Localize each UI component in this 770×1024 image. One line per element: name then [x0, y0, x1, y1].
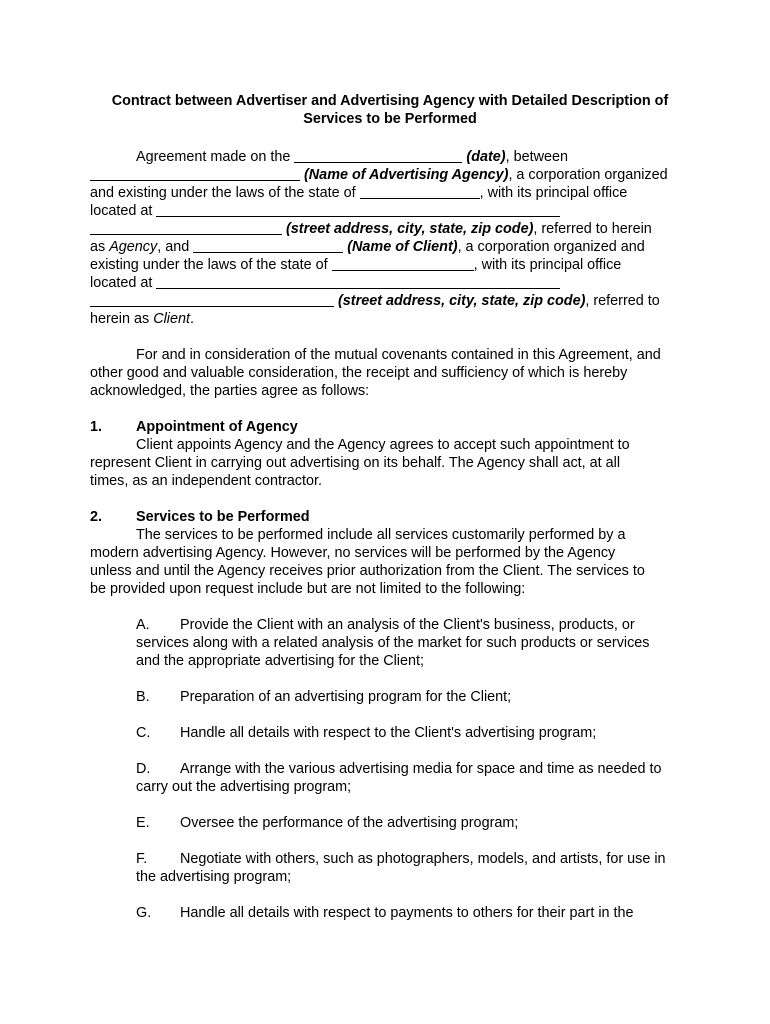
section-1-line-2: represent Client in carrying out advertising on its behalf. The Agency shall act, at all [90, 455, 621, 471]
street-address-label-1: (street address, city, state, zip code) [286, 221, 534, 237]
title-line-1: Contract between Advertiser and Advertising Agency with Detailed Description of [111, 93, 669, 109]
item-letter: C. [136, 725, 151, 741]
section-2-line-4: be provided upon request include but are not limited to the following: [90, 581, 526, 597]
intro-text: located at [90, 275, 157, 291]
agency-address-blank [156, 202, 560, 217]
item-letter: B. [136, 689, 150, 705]
list-item [136, 688, 690, 706]
section-number: 1. [90, 419, 103, 435]
item-text: Handle all details with respect to the Client's advertising program; [180, 725, 597, 741]
title-line-2: Services to be Performed [303, 111, 477, 127]
section-2-heading [90, 508, 690, 526]
intro-text: , and [157, 239, 194, 255]
section-2 [90, 508, 690, 598]
section-title: Services to be Performed [136, 509, 310, 525]
intro-text: , a corporation organized and [457, 239, 645, 255]
agency-name-label: (Name of Advertising Agency) [304, 167, 509, 183]
intro-text: , referred to [585, 293, 660, 309]
client-name-label: (Name of Client) [347, 239, 458, 255]
section-2-line-3: unless and until the Agency receives prior authorization from the Client. The services to [90, 563, 645, 579]
list-item [136, 724, 690, 742]
agency-state-blank [360, 184, 480, 199]
document-page [90, 92, 690, 940]
section-2-line-2: modern advertising Agency. However, no services will be performed by the Agency [90, 545, 616, 561]
item-text: Handle all details with respect to payments to others for their part in the [180, 905, 634, 921]
section-1-line-1: Client appoints Agency and the Agency agrees to accept such appointment to [136, 437, 630, 453]
intro-text: existing under the laws of the state of [90, 257, 332, 273]
list-item [136, 814, 690, 832]
client-word: Client [153, 311, 190, 327]
date-blank [294, 148, 462, 163]
item-text: Oversee the performance of the advertising program; [180, 815, 519, 831]
consideration-line-3: acknowledged, the parties agree as follows: [90, 383, 370, 399]
intro-text: , referred to herein [533, 221, 652, 237]
client-state-blank [332, 256, 474, 271]
intro-text: as [90, 239, 110, 255]
item-letter: F. [136, 851, 148, 867]
date-label: (date) [466, 149, 506, 165]
consideration-line-1: For and in consideration of the mutual covenants contained in this Agreement, and [136, 347, 661, 363]
consideration-line-2: other good and valuable consideration, the receipt and sufficiency of which is hereby [90, 365, 628, 381]
item-text: the advertising program; [136, 869, 292, 885]
intro-text: herein as [90, 311, 154, 327]
intro-text: , between [505, 149, 568, 165]
section-number: 2. [90, 509, 103, 525]
section-title: Appointment of Agency [136, 419, 298, 435]
item-letter: G. [136, 905, 152, 921]
intro-text: , a corporation organized [508, 167, 668, 183]
item-text: Arrange with the various advertising media for space and time as needed to [180, 761, 662, 777]
item-text: carry out the advertising program; [136, 779, 352, 795]
intro-text: , with its principal office [479, 185, 628, 201]
agency-address-blank-2 [90, 220, 282, 235]
item-text: Negotiate with others, such as photographers, models, and artists, for use in [180, 851, 666, 867]
document-title [90, 92, 690, 128]
list-item [136, 616, 690, 670]
agency-name-blank [90, 166, 300, 181]
item-letter: A. [136, 617, 150, 633]
item-letter: E. [136, 815, 150, 831]
section-1-heading [90, 418, 690, 436]
section-2-line-1: The services to be performed include all services customarily performed by a [136, 527, 626, 543]
agency-word: Agency [109, 239, 158, 255]
consideration-paragraph [90, 346, 690, 400]
client-name-blank [193, 238, 343, 253]
item-text: Provide the Client with an analysis of the Client's business, products, or [180, 617, 635, 633]
section-1-line-3: times, as an independent contractor. [90, 473, 322, 489]
intro-text: , with its principal office [473, 257, 622, 273]
intro-paragraph [90, 148, 690, 328]
list-item [136, 760, 690, 796]
item-letter: D. [136, 761, 151, 777]
intro-text: located at [90, 203, 157, 219]
intro-text: Agreement made on the [136, 149, 295, 165]
item-text: Preparation of an advertising program for the Client; [180, 689, 512, 705]
list-item [136, 850, 690, 886]
section-1 [90, 418, 690, 490]
services-list [136, 616, 690, 922]
list-item [136, 904, 690, 922]
intro-text: and existing under the laws of the state of [90, 185, 360, 201]
street-address-label-2: (street address, city, state, zip code) [338, 293, 586, 309]
item-text: and the appropriate advertising for the Client; [136, 653, 424, 669]
item-text: services along with a related analysis of the market for such products or services [136, 635, 650, 651]
intro-text: . [190, 311, 194, 327]
client-address-blank-2 [90, 292, 334, 307]
client-address-blank [156, 274, 560, 289]
